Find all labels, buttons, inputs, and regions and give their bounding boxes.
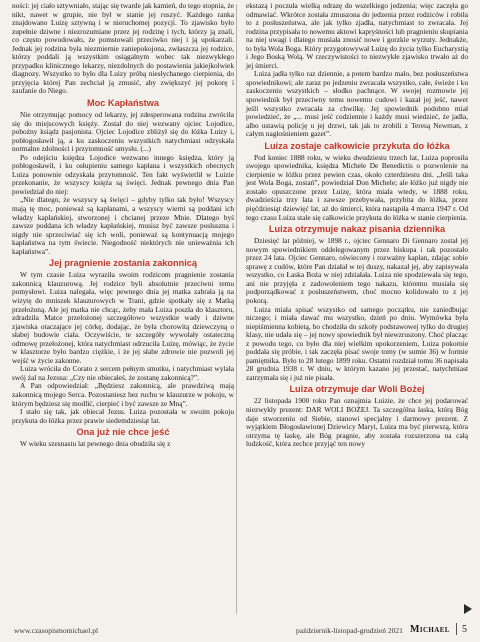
section-heading: Luiza zostaje całkowicie przykuta do łóżka [264, 140, 450, 151]
paragraph: A Pan odpowiedział: „Będziesz zakonnicą, ale prawdziwą mają zakonnicą mojego Serca. Pozostaniesz bez ruchu w klauzurze w pokoju, w którym będziesz się modlić, cierpieć i być zawsze ze Mną”. [12, 381, 234, 408]
paragraph: Luiza miała spisać wszystko od samego początku, nie zaniedbując niczego; i miała dawać mu wszystko, dzień po dniu. Wymówka była niepiśmienna kobietą, bo chodziła do szkoły podstawowej tylko do drugiej klasy, nie udała się – jej nowy spowiednik był niewzruszony. Choć płacząc z powodu tego, co było dla niej wielkim upokorzeniem, Luiza pokornie poddała się próbie, i tak zaczęła pisać swoje tomy (w sumie 36) w formie pamiętnika. Było to 28 lutego 1899 roku. Ostatni rozdział tomu 36 napisała 28 grudnia 1938 r. W dniu, w którym kazano jej przestać, natychmiast zatrzymała się i już nie pisała. [246, 304, 468, 382]
section-heading: Luiza otrzymuje dar Woli Bożej [289, 384, 425, 395]
paragraph: Luiza wróciła do Corato z sercem pełnym smutku, i natychmiast wylała swój żal na Jezusa: „Czy nie obiecałeś, że zostanę zakonnicą?”. [12, 364, 234, 382]
issue-date: październik-listopad-grudzień 2021 [296, 626, 403, 635]
paragraph: Luiza jadła tylko raz dziennie, a potem bardzo mało, bez posłuszeństwa spowiednikowi; ale zaraz po jedzeniu zwracała wszystko, całe, świeże i ku zaskoczeniu wszystkich – słodko pachnące. W swojej rozmowie jej spowiednik był przeciwny temu nowemu cudowi i kazał jej jeść, nawet jeśli wszystko zwracała za chwilkę. Jej spowiednik podobno miał powiedzieć, że „... musi jeść codziennie i każdy musi wiedzieć, że jadła, albo ustawią policję u jej drzwi, tak jak to zrobili z Teresą Newman, z całym nagłośnieniem gazet”. [246, 69, 468, 139]
section-heading: Luiza otrzymuje nakaz pisania dziennika [268, 224, 446, 235]
footer-separator [456, 623, 457, 635]
magazine-brand: Michael [410, 624, 450, 635]
page-footer [0, 620, 480, 642]
paragraph: 22 listopada 1900 roku Pan oznajmia Luizie, że chce jej podarować niezwykły prezent: DAR WOLI BOŻEJ. Ta szczególna łaska, którą Bóg daje stworzeniu od Siebie, stanowi specjalny i darmowy prezent. Z wyjątkiem Błogosławionej Dziewicy Maryi, Luiza ma być pierwszą, która otrzyma tę łaskę, ale Bóg pragnie, aby została rozszerzona na całą ludzkość, która zechce przyjąć ten nowy [246, 396, 468, 449]
continue-arrow-icon [464, 604, 472, 614]
paragraph: W tym czasie Luiza wyraziła swoim rodzicom pragnienie zostania zakonnicą klauzurową. Jej rodzice byli absolutnie przeciwni temu pomysłowi. Luiza nalegała, więc pewnego dnia jej matka zabrała ją na wizytę do mniszek klauzurowych w Trani, gdzie spotkały się z Matką przełożoną. Ale jej matka nie chcąc, żeby mała Luiza poszła do klasztoru, zdradziła Matce przełożonej szczegółowo wszystkie wady i dziwne zjawiska otaczające jej córkę, dodając, że była chorowitą dziewczyną o słabej budowie ciała. Oczywiście, te szczegóły wywołały ostateczną odmowę przełożonej, która natychmiast odrzuciła Luizę, mówiąc, że życie w klasztorze było bardzo ciężkie, i że jej słabe zdrowie nie pozwoli jej wejść w życie zakonne. [12, 270, 234, 365]
paragraph: Dziesięć lat później, w 1898 r., ojciec Gennaro Di Gennaro został jej nowym spowiednikiem oddelegowanym przez biskupa i tak pozostało przez 24 lata. Ojciec Gennaro, oświecony i rozważny kapłan, zdając sobie sprawę z cudów, które Pan działał w tej duszy, nakazał jej, aby zapisywała wszystko, co Łaska Boża w niej zdziałała. Luiza nie spodziewała się tego, ani nie przyjęła z zadowoleniem tego nakazu, któremu musiała się podporządkować z posłuszeństwem, choć mocno kolidowało to z jej pokorą. [246, 236, 468, 305]
section-heading: Ona już nie chce jeść [76, 427, 170, 438]
paragraph: „Nie dlatego, że wszyscy są święci – gdyby tylko tak było! Wszyscy mają tę moc, ponieważ są kapłanami, a wszyscy wierni są poddani ich władzy kapłańskiej, stworzonej i chcianej przeze Mnie. Dlatego byś zawsze poddana ich władzy kapłańskiej, musisz być zawsze posłuszna i nigdy nie sprzeciwiać się ich woli, ponieważ są kontynuacją mojego kapłaństwa na tym świecie. Niegodność niektórych nie unieważnia ich kapłaństwa”. [12, 195, 234, 256]
paragraph: Nie otrzymując pomocy od lekarzy, jej zdesperowana rodzina zwróciła się do miejscowych księży. Został do niej wezwany ojciec Lojodice, pobożny ksiądz pasjonista. Ojciec Lojodice zbliżył się do łóżka Luizy i, pobłogosławił ją, a ku zaskoczeniu wszystkich natychmiast odzyskała normalne zdolności i przytomność umysłu. (...) [12, 110, 234, 154]
paragraph: Pod koniec 1888 roku, w wieku dwudziestu trzech lat, Luiza poprosiła swojego spowiednika, księdza Michele De Benedictis o pozwolenie na cierpienie w łóżku przez pewien czas, około czterdziestu dni. „Jeśli taka jest Wola Boga, zostań”, powiedział Don Michele; ale łóżko już nigdy nie zostało opuszczone przez Luizę, która miała wtedy, w 1888 roku, dwadzieścia trzy lata i zawsze przebywała, przybita do łóżka, przez pięćdziesiąt dziewięć lat, aż do śmierci, która nastąpiła 4 marca 1947 r. Od tego czasu Luiza stale się całkowicie przykuta do łóżka w stanie cierpienia. [246, 152, 468, 222]
page-number: 5 [462, 624, 467, 635]
left-column [12, 2, 234, 449]
paragraph: ekstazą i poczuła wielką odrazę do wszelkiego jedzenia; więc zaczęła go odmawiać. Wkrótce została zmuszona do jedzenia przez rodziców i robiła to z posłuszeństwa, ale jak tylko zjadła, natychmiast to zwracała. Jej rodzina przypisała to nowemu aktowi kapryśności lub pragnieniu skupiania na niej uwagi i dlatego musiała znosić nowe i gorzkie wyrzuty. Jednakże, to była Wola Boga. Który przygotowywał Luizę do życia tylko Eucharystią i Jego Boską Wolą. W rzeczywistości to niezwykłe zjawisko trwało aż do jej śmierci. [246, 1, 468, 70]
paragraph: ności: jej ciało sztywniało, stając się twarde jak kamień, do tego stopnia, że nikt, nawet w grupie, nie był w stanie jej ruszyć. Każdego ranka znajdowano Luizę sztywną i w nieruchomej pozycji. To zjawisko było zupełnie dziwne i niezrozumiane przez jej rodzinę i tych, którzy ją znali, co często powodowało, że pomstowali przeciwko niej i ją upokarzali. Jednak jej rodzina była niezmiernie zaniepokojona, zwłaszcza jej rodzice, którzy poddali ją wszystkim osiągalnym wobec tak niezwykłego przypadku klinicznego lekarzy, niezdolnych do postawienia jakiejkolwiek diagnozy. Wszystko to było dla Luizy próbą niesłychanego cierpienia, do przyjęcia której Pan zechciał ją zmusić, aby zwiększyć jej pokorę i zaufanie do Niego. [12, 1, 234, 96]
column-divider [236, 4, 237, 614]
right-column [246, 2, 468, 449]
paragraph: Po odejściu księdza Lojodice wezwano innego księdza, który ją pobłogosławił, i ku osłupieniu samego kapłana i wszystkich obecnych Luiza ponownie odzyskała przytomność. Ten fakt wyświetlił w Luizie przekonanie, że wszyscy księża są święci. Jednak pewnego dnia Pan powiedział do niej: [12, 152, 234, 196]
website-link[interactable]: www.czasopismomichael.pl [14, 626, 99, 635]
section-heading: Moc Kapłaństwa [87, 98, 159, 109]
section-heading: Jej pragnienie zostania zakonnicą [48, 258, 198, 269]
paragraph: W wieku szesnastu lat pewnego dnia obudziła się z [20, 439, 171, 449]
paragraph: I stało się tak, jak obiecał Jezus. Luiza pozostała w swoim pokoju przykuta do łóżka przez prawie siedemdziesiąt lat. [12, 407, 234, 425]
